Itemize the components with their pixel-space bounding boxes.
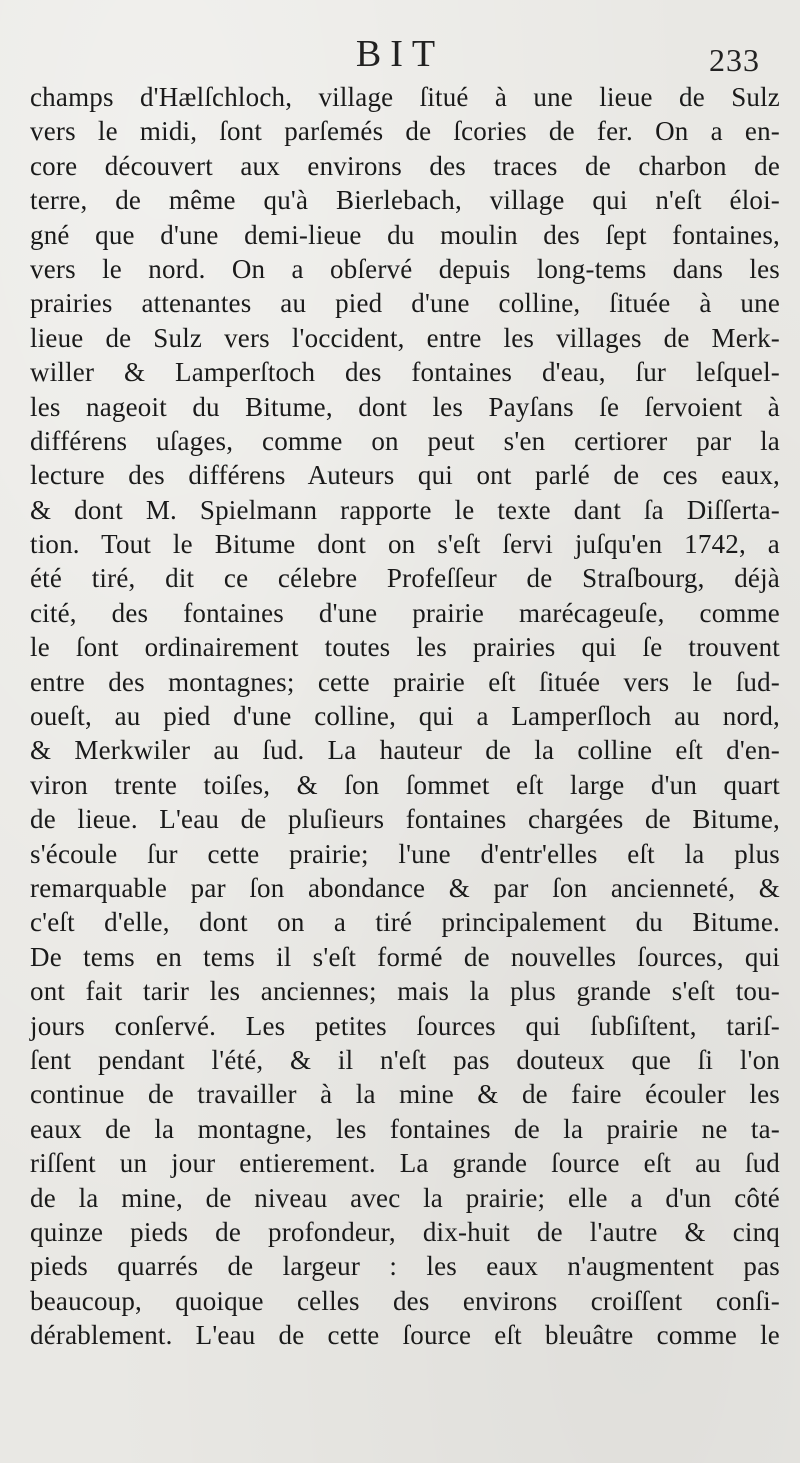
text-line: eaux de la montagne, les fontaines de la prairie ne ta-: [30, 1113, 780, 1144]
text-line: terre, de même qu'à Bierlebach, village qui n'eſt éloi-: [30, 185, 780, 216]
text-line: De tems en tems il s'eſt formé de nouvelles ſources, qui: [30, 941, 780, 972]
body-text: [30, 80, 780, 1352]
text-line: lecture des différens Auteurs qui ont parlé de ces eaux,: [30, 460, 780, 491]
text-line: de lieue. L'eau de pluſieurs fontaines chargées de Bitume,: [30, 804, 780, 835]
text-line: beaucoup, quoique celles des environs croiſſent conſi-: [30, 1285, 780, 1316]
text-line: vers le nord. On a obſervé depuis long-tems dans les: [30, 253, 780, 284]
text-line: dérablement. L'eau de cette ſource eſt bleuâtre comme le: [30, 1320, 780, 1351]
text-line: & Merkwiler au ſud. La hauteur de la colline eſt d'en-: [30, 735, 780, 766]
text-line: riſſent un jour entierement. La grande ſource eſt au ſud: [30, 1148, 780, 1179]
text-line: & dont M. Spielmann rapporte le texte dant ſa Diſſerta-: [30, 494, 780, 525]
text-line: oueſt, au pied d'une colline, qui a Lamperſloch au nord,: [30, 701, 780, 732]
text-line: continue de travailler à la mine & de faire écouler les: [30, 1079, 780, 1110]
text-line: vers le midi, ſont parſemés de ſcories de fer. On a en-: [30, 116, 780, 147]
text-line: pieds quarrés de largeur : les eaux n'augmentent pas: [30, 1251, 780, 1282]
text-line: core découvert aux environs des traces de charbon de: [30, 150, 780, 181]
text-line: s'écoule ſur cette prairie; l'une d'entr'elles eſt la plus: [30, 838, 780, 869]
text-line: remarquable par ſon abondance & par ſon ancienneté, &: [30, 872, 780, 903]
text-line: viron trente toiſes, & ſon ſommet eſt large d'un quart: [30, 769, 780, 800]
text-line: différens uſages, comme on peut s'en certiorer par la: [30, 425, 780, 456]
text-line: champs d'Hælſchloch, village ſitué à une lieue de Sulz: [30, 82, 780, 112]
text-line: lieue de Sulz vers l'occident, entre les villages de Merk-: [30, 322, 780, 353]
text-line: ont fait tarir les anciennes; mais la plus grande s'eſt tou-: [30, 976, 780, 1007]
text-line: quinze pieds de profondeur, dix-huit de l'autre & cinq: [30, 1216, 780, 1247]
text-line: gné que d'une demi-lieue du moulin des ſept fontaines,: [30, 219, 780, 250]
text-line: prairies attenantes au pied d'une colline, ſituée à une: [30, 288, 780, 319]
text-line: tion. Tout le Bitume dont on s'eſt ſervi juſqu'en 1742, a: [30, 529, 780, 560]
text-line: entre des montagnes; cette prairie eſt ſituée vers le ſud-: [30, 666, 780, 697]
running-head: [0, 28, 800, 78]
text-line: été tiré, dit ce célebre Profeſſeur de Straſbourg, déjà: [30, 563, 780, 594]
text-line: ſent pendant l'été, & il n'eſt pas douteux que ſi l'on: [30, 1044, 780, 1075]
text-line: le ſont ordinairement toutes les prairies qui ſe trouvent: [30, 632, 780, 663]
page-number: 233: [709, 42, 760, 78]
running-head-title: BIT: [355, 33, 445, 75]
text-line: de la mine, de niveau avec la prairie; elle a d'un côté: [30, 1182, 780, 1213]
text-line: les nageoit du Bitume, dont les Payſans ſe ſervoient à: [30, 391, 780, 422]
text-line: cité, des fontaines d'une prairie marécageuſe, comme: [30, 597, 780, 628]
text-line: c'eſt d'elle, dont on a tiré principalement du Bitume.: [30, 907, 780, 938]
text-line: willer & Lamperſtoch des fontaines d'eau, ſur leſquel-: [30, 357, 780, 388]
text-line: jours conſervé. Les petites ſources qui ſubſiſtent, tariſ-: [30, 1010, 780, 1041]
